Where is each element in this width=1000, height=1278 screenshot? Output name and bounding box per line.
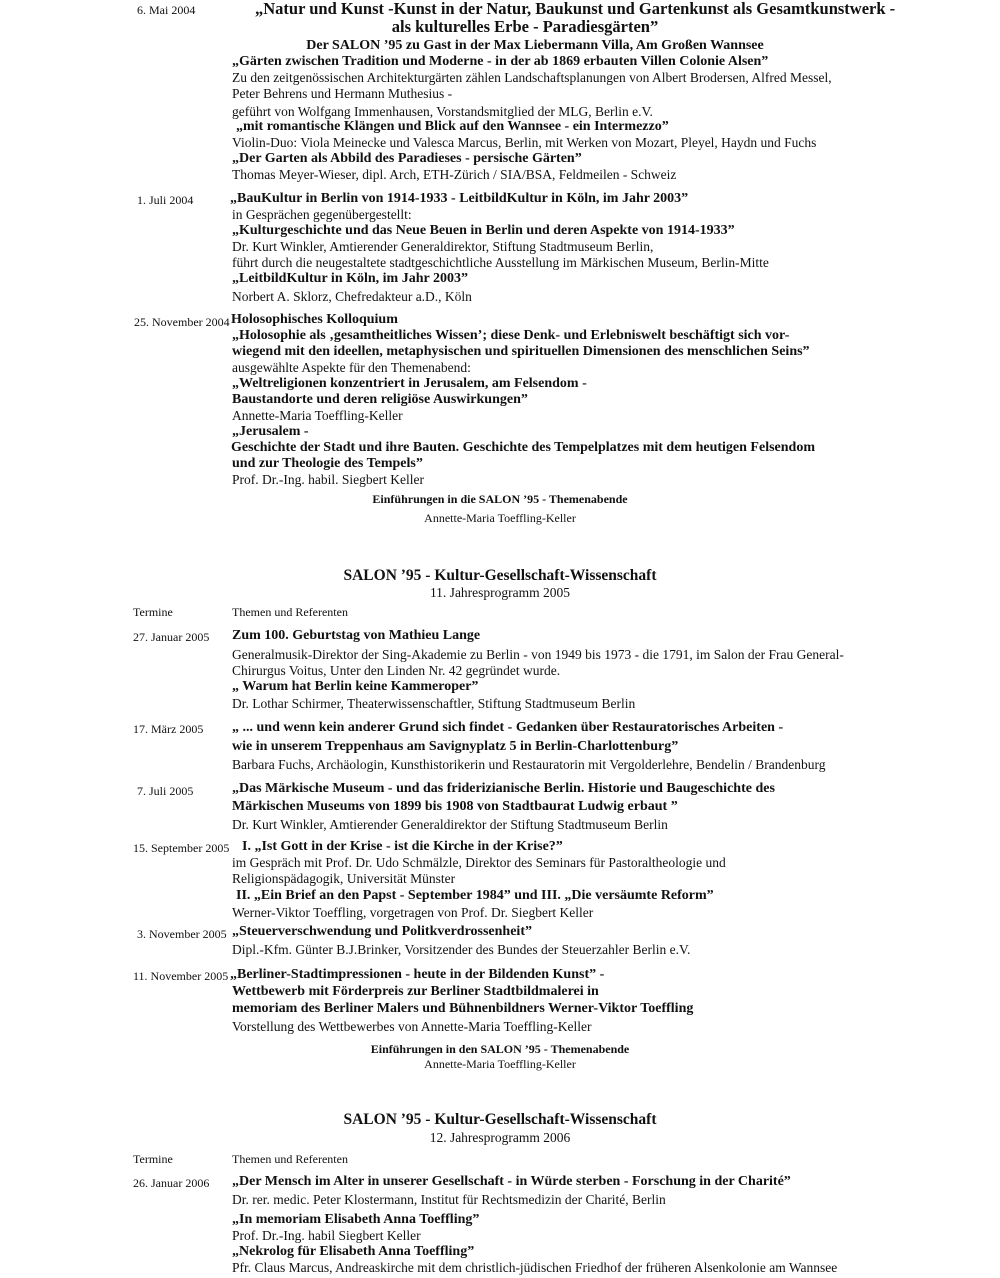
event-date: 7. Juli 2005 xyxy=(137,784,194,798)
event-date: 27. Januar 2005 xyxy=(133,630,210,644)
program-subheading: 12. Jahresprogramm 2006 xyxy=(429,1130,571,1145)
event-date: 3. November 2005 xyxy=(137,927,227,941)
event-date: 25. November 2004 xyxy=(134,315,230,329)
event-title: „Berliner-Stadtimpressionen - heute in der Bildenden Kunst” - xyxy=(230,967,605,982)
intro-name: Annette-Maria Toeffling-Keller xyxy=(424,1057,576,1071)
event-subtitle: Geschichte der Stadt und ihre Bauten. Geschichte des Tempelplatzes mit dem heutigen Felsendom xyxy=(231,440,815,455)
event-text: Generalmusik-Direktor der Sing-Akademie zu Berlin - von 1949 bis 1973 - die 1791, im Salon der Frau General- xyxy=(232,647,844,662)
event-title: als kulturelles Erbe - Paradiesgärten” xyxy=(391,17,659,36)
event-subtitle: „Weltreligionen konzentriert in Jerusalem, am Felsendom - xyxy=(232,376,587,391)
event-subtitle: „In memoriam Elisabeth Anna Toeffling” xyxy=(232,1212,480,1227)
event-date: 11. November 2005 xyxy=(133,969,229,983)
column-header-dates: Termine xyxy=(133,1152,173,1166)
event-title: I. „Ist Gott in der Krise - ist die Kirche in der Krise?” xyxy=(242,839,563,854)
intro-name: Annette-Maria Toeffling-Keller xyxy=(424,511,576,525)
event-subtitle: „Jerusalem - xyxy=(232,424,309,439)
event-subtitle: „ Warum hat Berlin keine Kammeroper” xyxy=(232,679,479,694)
event-subtitle: und zur Theologie des Tempels” xyxy=(232,456,423,471)
event-subtitle: „mit romantische Klängen und Blick auf den Wannsee - ein Intermezzo” xyxy=(236,119,669,134)
event-subtitle: II. „Ein Brief an den Papst - September 1984” und III. „Die versäumte Reform” xyxy=(236,888,714,903)
event-subtitle: Baustandorte und deren religiöse Auswirkungen” xyxy=(232,392,528,407)
event-text: Zu den zeitgenössischen Architekturgärten zählen Landschaftsplanungen von Albert Brodersen, Alfred Messel, xyxy=(232,70,832,85)
event-text: Norbert A. Sklorz, Chefredakteur a.D., Köln xyxy=(232,289,472,304)
column-header-dates: Termine xyxy=(133,605,173,619)
event-date: 17. März 2005 xyxy=(133,722,204,736)
event-text: Dipl.-Kfm. Günter B.J.Brinker, Vorsitzender des Bundes der Steuerzahler Berlin e.V. xyxy=(232,942,691,957)
event-title: „Das Märkische Museum - und das friderizianische Berlin. Historie und Baugeschichte des xyxy=(232,781,775,796)
event-text: Violin-Duo: Viola Meinecke und Valesca Marcus, Berlin, mit Werken von Mozart, Pleyel, Haydn und Fuchs xyxy=(232,135,817,150)
event-title: Zum 100. Geburtstag von Mathieu Lange xyxy=(232,628,481,643)
event-text: Prof. Dr.-Ing. habil. Siegbert Keller xyxy=(232,472,424,487)
event-date: 15. September 2005 xyxy=(133,841,230,855)
event-title: „Steuerverschwendung und Politkverdrossenheit” xyxy=(232,924,532,939)
event-text: Chirurgus Voitus, Unter den Linden Nr. 42 gegründet wurde. xyxy=(232,663,561,678)
event-date: 1. Juli 2004 xyxy=(137,193,194,207)
event-text: Prof. Dr.-Ing. habil Siegbert Keller xyxy=(232,1228,421,1243)
event-title: Holosophisches Kolloquium xyxy=(231,312,398,327)
event-subtitle: „Holosophie als ‚gesamtheitliches Wissen’; diese Denk- und Erlebniswelt beschäftigt sich vor- xyxy=(232,328,790,343)
event-text: Dr. Lothar Schirmer, Theaterwissenschaftler, Stiftung Stadtmuseum Berlin xyxy=(232,696,636,711)
event-text: Peter Behrens und Hermann Muthesius - xyxy=(232,86,453,101)
event-text: ausgewählte Aspekte für den Themenabend: xyxy=(232,360,471,375)
event-subtitle: wiegend mit den ideellen, metaphysischen und spirituellen Dimensionen des menschlichen Seins” xyxy=(232,344,810,359)
event-title: Wettbewerb mit Förderpreis zur Berliner Stadtbildmalerei in xyxy=(232,984,599,999)
event-text: Dr. rer. medic. Peter Klostermann, Institut für Rechtsmedizin der Charité, Berlin xyxy=(232,1192,666,1207)
event-text: Vorstellung des Wettbewerbes von Annette-Maria Toeffling-Keller xyxy=(232,1019,592,1034)
event-subtitle: „Kulturgeschichte und das Neue Beuen in Berlin und deren Aspekte von 1914-1933” xyxy=(232,223,735,238)
event-subtitle: „Der Garten als Abbild des Paradieses - persische Gärten” xyxy=(232,151,582,166)
event-text: Annette-Maria Toeffling-Keller xyxy=(232,408,403,423)
event-text: Dr. Kurt Winkler, Amtierender Generaldirektor der Stiftung Stadtmuseum Berlin xyxy=(232,817,668,832)
event-title: „Der Mensch im Alter in unserer Gesellschaft - in Würde sterben - Forschung in der Charité” xyxy=(232,1174,791,1189)
event-text: geführt von Wolfgang Immenhausen, Vorstandsmitglied der MLG, Berlin e.V. xyxy=(232,104,653,119)
event-subtitle: „Gärten zwischen Tradition und Moderne - in der ab 1869 erbauten Villen Colonie Alsen” xyxy=(232,54,769,69)
program-subheading: 11. Jahresprogramm 2005 xyxy=(429,585,571,600)
event-text: Barbara Fuchs, Archäologin, Kunsthistorikerin und Restauratorin mit Vergolderlehre, Bendelin / Brandenburg xyxy=(232,757,826,772)
event-subtitle: „Nekrolog für Elisabeth Anna Toeffling” xyxy=(232,1244,475,1259)
column-header-topics: Themen und Referenten xyxy=(232,1152,348,1166)
event-text: führt durch die neugestaltete stadtgeschichtliche Ausstellung im Märkischen Museum, Berlin-Mitte xyxy=(232,255,769,270)
event-text: in Gesprächen gegenübergestellt: xyxy=(232,207,412,222)
event-venue: Der SALON ’95 zu Gast in der Max Liebermann Villa, Am Großen Wannsee xyxy=(306,38,764,53)
event-text: Thomas Meyer-Wieser, dipl. Arch, ETH-Zürich / SIA/BSA, Feldmeilen - Schweiz xyxy=(232,167,677,182)
event-text: Religionspädagogik, Universität Münster xyxy=(232,871,456,886)
intro-title: Einführungen in die SALON ’95 - Themenabende xyxy=(372,492,628,506)
event-title: wie in unserem Treppenhaus am Savignyplatz 5 in Berlin-Charlottenburg” xyxy=(232,739,679,754)
program-heading: SALON ’95 - Kultur-Gesellschaft-Wissenschaft xyxy=(343,567,657,584)
event-subtitle: „LeitbildKultur in Köln, im Jahr 2003” xyxy=(232,271,468,286)
column-header-topics: Themen und Referenten xyxy=(232,605,348,619)
event-title: „ ... und wenn kein anderer Grund sich findet - Gedanken über Restauratorisches Arbeiten - xyxy=(232,720,784,735)
event-title: Märkischen Museums von 1899 bis 1908 von Stadtbaurat Ludwig erbaut ” xyxy=(232,799,678,814)
event-date: 6. Mai 2004 xyxy=(137,3,196,17)
event-title: „Natur und Kunst -Kunst in der Natur, Baukunst und Gartenkunst als Gesamtkunstwerk - xyxy=(255,0,896,18)
event-text: Dr. Kurt Winkler, Amtierender Generaldirektor, Stiftung Stadtmuseum Berlin, xyxy=(232,239,654,254)
event-text: im Gespräch mit Prof. Dr. Udo Schmälzle, Direktor des Seminars für Pastoraltheologie und xyxy=(232,855,726,870)
event-text: Pfr. Claus Marcus, Andreaskirche mit dem christlich-jüdischen Friedhof der früheren Alsenkolonie am Wannsee xyxy=(232,1260,838,1275)
event-text: Werner-Viktor Toeffling, vorgetragen von Prof. Dr. Siegbert Keller xyxy=(232,905,594,920)
event-title: memoriam des Berliner Malers und Bühnenbildners Werner-Viktor Toeffling xyxy=(232,1001,694,1016)
event-title: „BauKultur in Berlin von 1914-1933 - LeitbildKultur in Köln, im Jahr 2003” xyxy=(230,191,689,206)
intro-title: Einführungen in den SALON ’95 - Themenabende xyxy=(370,1042,630,1056)
event-date: 26. Januar 2006 xyxy=(133,1176,210,1190)
program-heading: SALON ’95 - Kultur-Gesellschaft-Wissenschaft xyxy=(343,1111,657,1128)
